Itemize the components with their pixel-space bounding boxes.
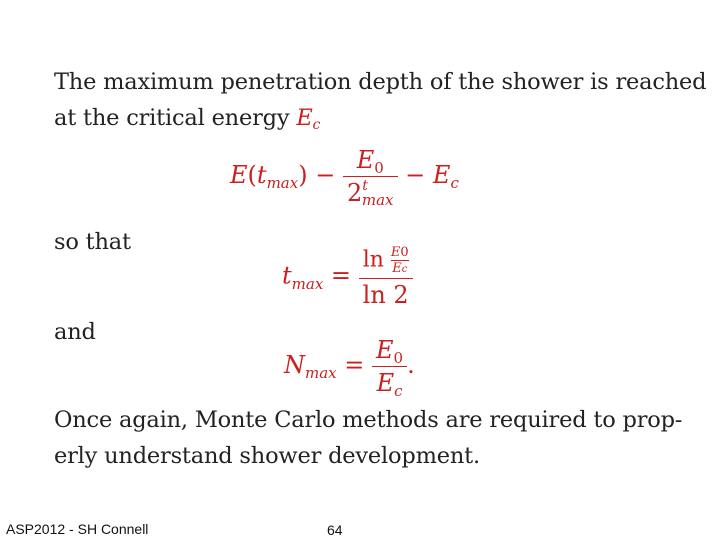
intro-line-2 bbox=[54, 100, 706, 139]
paragraph-monte-carlo bbox=[54, 402, 682, 474]
fraction-e0-over-ec: $\frac{E_0}{E_c}$ bbox=[372, 336, 407, 397]
paragraph-intro bbox=[54, 64, 706, 139]
intro-line-1: The maximum penetration depth of the shower is reached bbox=[54, 69, 707, 95]
intro-line-2-text: at the critical energy bbox=[54, 105, 290, 131]
page-number: 64 bbox=[327, 522, 343, 538]
fraction-e0-over-2t: $\frac{E_0}{2^t\max}$ bbox=[343, 146, 398, 207]
label-so-that: so that bbox=[54, 229, 131, 255]
monte-carlo-line-1: Once again, Monte Carlo methods are required to prop- bbox=[54, 407, 683, 433]
label-and: and bbox=[54, 319, 96, 345]
monte-carlo-line-2: erly understand shower development. bbox=[54, 443, 480, 469]
equation-tmax: $t_{max}$ = ln $\frac{E0}{Ec}$ ln 2 bbox=[282, 245, 413, 309]
footer-author: ASP2012 - SH Connell bbox=[6, 521, 149, 537]
critical-energy-symbol: Ec bbox=[296, 105, 321, 133]
equation-nmax: $N_{max}$ = $\frac{E_0}{E_c}$ . bbox=[284, 336, 415, 400]
fraction-ln-ratio-over-ln2: ln $\frac{E0}{Ec}$ ln 2 bbox=[359, 245, 413, 309]
equation-energy-at-tmax: $E(t_{max})$ − $\frac{E_0}{2^t\max}$ − $E_c$ bbox=[230, 146, 459, 209]
